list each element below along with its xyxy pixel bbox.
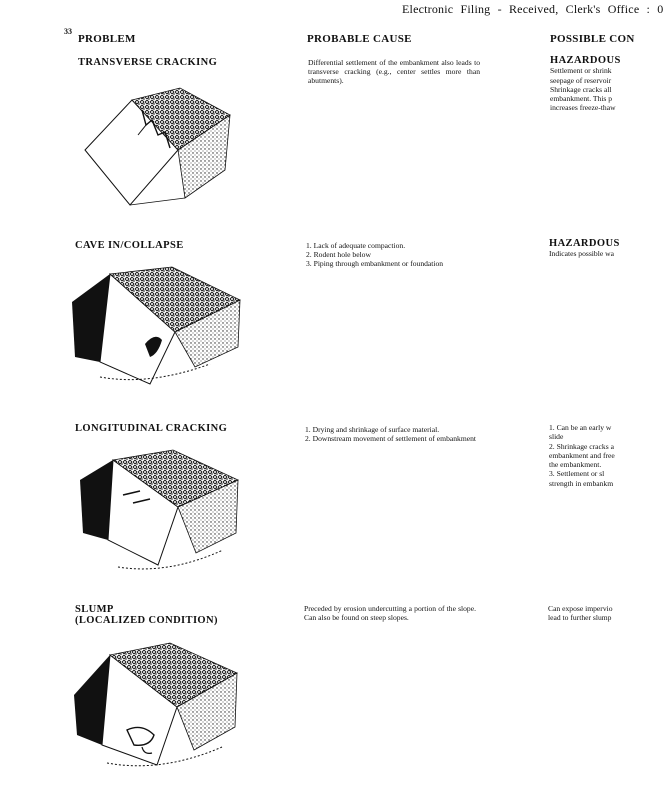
transverse-cracking-illustration <box>80 80 235 210</box>
consequence-line: lead to further slump <box>548 613 612 623</box>
consequence-block-transverse-cracking <box>550 56 632 113</box>
hazard-label: HAZARDOUS <box>550 55 621 66</box>
consequence-line: strength in embankm <box>549 478 614 488</box>
problem-title-cave-in-collapse: CAVE IN/COLLAPSE <box>75 240 184 251</box>
consequence-line: Indicates possible wa <box>549 249 614 259</box>
consequence-block-longitudinal-cracking <box>549 423 631 488</box>
slump-illustration <box>72 635 242 775</box>
consequence-line: increases freeze-thaw <box>550 103 616 113</box>
consequence-line: Can expose impervio <box>548 604 613 613</box>
problem-title-line: SLUMP <box>75 604 114 615</box>
consequence-line: Settlement or shrink <box>550 66 612 76</box>
cause-text-slump <box>304 604 476 622</box>
filing-banner: Electronic Filing - Received, Clerk's Office : 0 <box>402 2 663 16</box>
cause-text-longitudinal-cracking <box>305 425 477 443</box>
hazard-label: HAZARDOUS <box>549 238 620 249</box>
cause-line: 1. Drying and shrinkage of surface material. <box>305 425 440 434</box>
page-number: 33 <box>64 27 72 36</box>
consequence-block-slump <box>548 604 630 623</box>
cause-line: 1. Lack of adequate compaction. <box>306 241 406 250</box>
column-header-probable-cause: PROBABLE CAUSE <box>307 33 412 45</box>
cause-text-cave-in-collapse <box>306 241 478 268</box>
cause-text-transverse-cracking <box>308 58 480 85</box>
consequence-line: slide <box>549 432 564 442</box>
problem-title-line: (LOCALIZED CONDITION) <box>75 615 218 626</box>
consequence-line: embankment. This p <box>550 94 613 104</box>
cause-line: 2. Rodent hole below <box>306 250 371 259</box>
cause-line: 3. Piping through embankment or foundation <box>306 259 444 268</box>
problem-title-longitudinal-cracking: LONGITUDINAL CRACKING <box>75 423 228 434</box>
longitudinal-cracking-illustration <box>78 445 243 580</box>
consequence-line: Shrinkage cracks all <box>550 84 612 94</box>
problem-title-slump <box>75 604 218 626</box>
cause-line: 2. Downstream movement of settlement of embankment <box>305 434 477 443</box>
cause-line: Preceded by erosion undercutting a portion of the slope. Can also be found on steep slopes. <box>304 604 476 622</box>
cause-line: Differential settlement of the embankment also leads to transverse cracking (e.g., center settles more than abutments). <box>308 58 480 85</box>
consequence-line: the embankment. <box>549 460 602 470</box>
consequence-line: 1. Can be an early w <box>549 423 612 432</box>
consequence-line: embankment and free <box>549 450 615 460</box>
consequence-line: seepage of reservoir <box>550 75 612 85</box>
column-header-possible-consequence: POSSIBLE CON <box>550 33 635 45</box>
consequence-block-cave-in-collapse <box>549 239 631 259</box>
cave-in-collapse-illustration <box>70 262 245 392</box>
problem-title-transverse-cracking: TRANSVERSE CRACKING <box>78 57 218 68</box>
column-header-problem: PROBLEM <box>78 33 136 45</box>
consequence-line: 3. Settlement or sl <box>549 469 605 479</box>
consequence-line: 2. Shrinkage cracks a <box>549 441 614 451</box>
